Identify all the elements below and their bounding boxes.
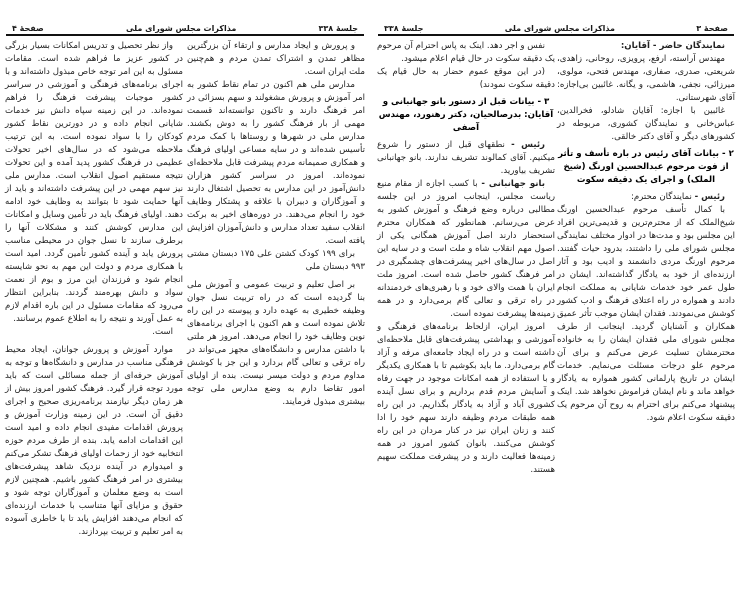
page-number: صفحهٔ ۳ (696, 24, 728, 33)
paragraph: واز نظر تحصیل و تدریس امکانات بسیار بزرگی در کشور عزیز ما فراهم شده است. مقامات مسئول به این امر توجه خاص مبذول داشته‌اند و با اجرای برنامه‌های فرهنگی و آموزشی در سراسر کشور موجبات پیشرفت فرهنگ را فراهم نموده‌اند. در این زمینه سپاه دانش نیز خدمات شایانی انجام داده و در دورترین نقاط کشور کودکان را با سواد نموده است. به این ترتیب ملاحظه می‌شود که در سال‌های اخیر تحولات عظیمی در فرهنگ کشور پدید آمده و این تحولات نتیجه مستقیم اصول انقلاب است. مدارس ملی نیز سهم مهمی در این پیشرفت داشته‌اند و باید از آنها حمایت شود تا بتوانند به وظایف خود ادامه دهند. اولیای فرهنگ باید در تأمین وسایل و امکانات این مدارس کوشش کنند و مشکلات آنها را برطرف سازند تا نسل جوان در محیطی مناسب پرورش یابد و آینده کشور تأمین گردد. امید است با همکاری مردم و دولت این مهم به نحو شایسته انجام شود و فرزندان این مرز و بوم از نعمت سواد و دانش بهره‌مند گردند. بنابراین انتظار می‌رود که مقامات مسئول در این باره اقدام لازم به عمل آورند و نتیجه را به اطلاع عموم برسانند. (5, 41, 183, 324)
text-column-right (187, 40, 365, 409)
attendance-heading: نمایندگان حاضر - آقایان: (620, 41, 725, 51)
text-column-left (377, 40, 555, 477)
running-title: مذاکرات مجلس شورای ملی (504, 24, 615, 33)
speaker-text: نمایندگان محترم: (630, 192, 692, 202)
session-number: جلسهٔ ۳۳۸ (318, 24, 358, 33)
section-heading: ۲ - بیانات آقای رئیس در باره تأسف و تأثر از فوت مرحوم عبدالحسین اورنگ (شیخ الملک) و اجرای یک دقیقه سکوت (558, 149, 734, 185)
paragraph: مهندس آراسته، ارفع، پرویزی، روحانی، زاهدی، شریعتی، صدری، صفاری، مهندس فتحی، مولوی، میرزائی، نجفی، هاشمی، و یگانه. غائبین بی‌اجازه: آقای شهرستانی. (557, 54, 735, 103)
paragraph: امروز ایران، ازلحاظ برنامه‌های فرهنگی و آموزشی و بهداشتی پیشرفت‌های قابل ملاحظه‌ای داشته است و در راه ایجاد جامعه‌ای مرفه و آزاد گام برمی‌دارد. ما باید بکوشیم تا با همکاری یکدیگر و با استفاده از همه امکانات موجود در جهت رفاه و آسایش مردم قدم برداریم و برای نسل آینده کشوری آباد و آزاد به یادگار بگذاریم. در این راه همه طبقات مردم وظیفه دارند سهم خود را ادا کنند و زنان ایران نیز در کنار مردان در این راه کوشش می‌کنند. بانوان کشور امروز در همه زمینه‌ها فعالیت دارند و در پیشرفت مملکت سهیم هستند. (377, 322, 555, 475)
speaker-text: نطقهای قبل از دستور را شروع میکنیم. آقای کمالوند تشریف ندارند. بانو جهانبانی تشریف بیاورید. (377, 140, 555, 176)
running-title: مذاکرات مجلس شورای ملی (126, 24, 237, 33)
paragraph: مدارس ملی هم اکنون در تمام نقاط کشور به امر آموزش و پرورش مشغولند و سهم بسزائی در امر فرهنگ دارند و تاکنون توانسته‌اند قسمت مهمی از بار فرهنگ کشور را به دوش بکشند. مدارس ملی در شهرها و روستاها با کمک مردم تأسیس شده‌اند و در سایه مساعی اولیای فرهنگ و همکاری صمیمانه مردم پیشرفت قابل ملاحظه‌ای نموده‌اند. امروز در سراسر کشور هزاران دانش‌آموز در این مدارس به تحصیل اشتغال دارند و آموزگاران و دبیران با علاقه و پشتکار وظایف خود را انجام می‌دهند. در دوره‌های اخیر به برکت انقلاب سفید تعداد مدارس و دانش‌آموزان افزایش یافته است. (187, 80, 365, 246)
session-number: جلسهٔ ۳۳۸ (384, 24, 424, 33)
page-number: صفحهٔ ۴ (12, 24, 44, 33)
paragraph: و پرورش و ایجاد مدارس و ارتقاء آن بزرگترین مظاهر تمدن و اشتراک تمدن مردم و هم‌چنین ملت ایران است. (187, 41, 365, 77)
speaker-text: با کسب اجازه از مقام منیع ریاست مجلس، اینجانب امروز در این جلسه مطالبی درباره وضع فرهنگ و آموزش کشور به عرض می‌رسانم. همانطور که همکاران محترم استحضار دارند اصل آموزش همگانی یکی از اصول مهم انقلاب شاه و ملت است و در سایه این اصل در سال‌های اخیر پیشرفت‌های چشمگیری در امر فرهنگ کشور حاصل شده است. امروز ملت ایران با همت والای خود و با رهبری‌های خردمندانه در راه ترقی و تعالی گام برمی‌دارد و در همه زمینه‌ها پیشرفت نموده است. (377, 179, 555, 319)
speaker-name: رئیس - (694, 192, 725, 202)
paragraph: برای ۱۹۹ کودک کشتن علی ۱۷۵ دبستان مشتی ۹۹۳ دبستان ملی (187, 249, 365, 272)
paragraph: است. (152, 327, 173, 337)
text-column-left (5, 40, 183, 539)
paragraph: موارد آموزش و پرورش جوانان، ایجاد محیط فرهنگی مناسب در مدارس و دانشگاه‌ها و توجه به آموزش حرفه‌ای از جمله مسائلی است که باید مورد توجه قرار گیرد. فرهنگ کشور امروز بیش از هر زمان دیگر نیازمند برنامه‌ریزی صحیح و اجرای دقیق آن است. در این زمینه وزارت آموزش و پرورش اقدامات مفیدی انجام داده و امید است این اقدامات ادامه یابد. بنده از طرف مردم حوزه انتخابیه خود از زحمات اولیای فرهنگ تشکر می‌کنم و امیدوارم در آینده نزدیک شاهد پیشرفت‌های بیشتری در امر فرهنگ کشور باشیم. همچنین لازم است به وضع معلمان و آموزگاران توجه شود و حقوق و مزایای آنها متناسب با خدمات ارزنده‌ای که انجام می‌دهند افزایش یابد تا با خاطری آسوده به امر تعلیم و تربیت بپردازند. (5, 345, 183, 537)
text-column-right (557, 40, 735, 425)
section-heading: ۳ - بیانات قبل از دستور بانو جهانبانی و آقایان: بدرصالحیان، دکتر رهنورد، مهندس آصفی (378, 97, 554, 133)
paragraph: بر اصل تعلیم و تربیت عمومی و آموزش ملی بنا گردیده است که در راه تربیت نسل جوان وظیفه خطیری به عهده دارد و پیوسته در این راه تلاش نموده است و هم اکنون با اجرای برنامه‌های نوین وظایف خود را انجام می‌دهد. امروز هر ملتی با داشتن مدارس و دانشگاه‌های مجهز می‌تواند در راه ترقی و تعالی گام بردارد و این جز با کوشش مداوم مردم و دولت میسر نیست. بنده از اولیای امور تقاضا دارم به وضع مدارس ملی توجه بیشتری مبذول فرمایند. (187, 280, 365, 407)
speaker-name: رئیس - (511, 140, 546, 150)
page-header (378, 22, 734, 36)
paragraph: نفس و اجر دهد. اینک به پاس احترام آن مرحوم یک دقیقه سکوت در حال قیام اعلام میشود. (377, 41, 555, 64)
page-header (6, 22, 364, 36)
paragraph: با کمال تأسف مرحوم عبدالحسین اورنگ شیخ‌الملک که از محترم‌ترین و قدیمی‌ترین افراد این مجلس بود و مدت‌ها در ادوار مختلف نمایندگی مجلس شورای ملی را داشتند، بدرود حیات گفتند. مرحوم اورنگ مردی دانشمند و ادیب بود و آثار ارزنده‌ای از خود به یادگار گذاشته‌اند. ایشان در طول عمر خود خدمات شایانی به مملکت انجام دادند و همواره در راه اعتلای فرهنگ و ادب کشور کوشش می‌نمودند. فقدان ایشان موجب تأثر عمیق همکاران و آشنایان گردید. اینجانب از طرف مجلس شورای ملی فقدان ایشان را به خانواده محترمشان تسلیت عرض می‌کنم و برای آن مرحوم علو درجات مسئلت می‌نمایم. خدمات ایشان در تاریخ پارلمانی کشور همواره به یادگار خواهد ماند و نام ایشان فراموش نخواهد شد. اینک پیشنهاد می‌کنم برای احترام به روح آن مرحوم یک دقیقه سکوت اعلام شود. (557, 205, 735, 423)
note: (در این موقع عموم حضار به حال قیام یک دقیقه سکوت نمودند) (377, 67, 555, 90)
paragraph: غائبین با اجازه: آقایان شادلو، فخرالدین، عباس‌خانی و نمایندگان کشوری، مربوطه در کشورهای دیگر و آقای دکتر خالقی. (557, 106, 735, 142)
right-page (372, 0, 740, 600)
speaker-name: بانو جهانبانی - (481, 179, 545, 189)
